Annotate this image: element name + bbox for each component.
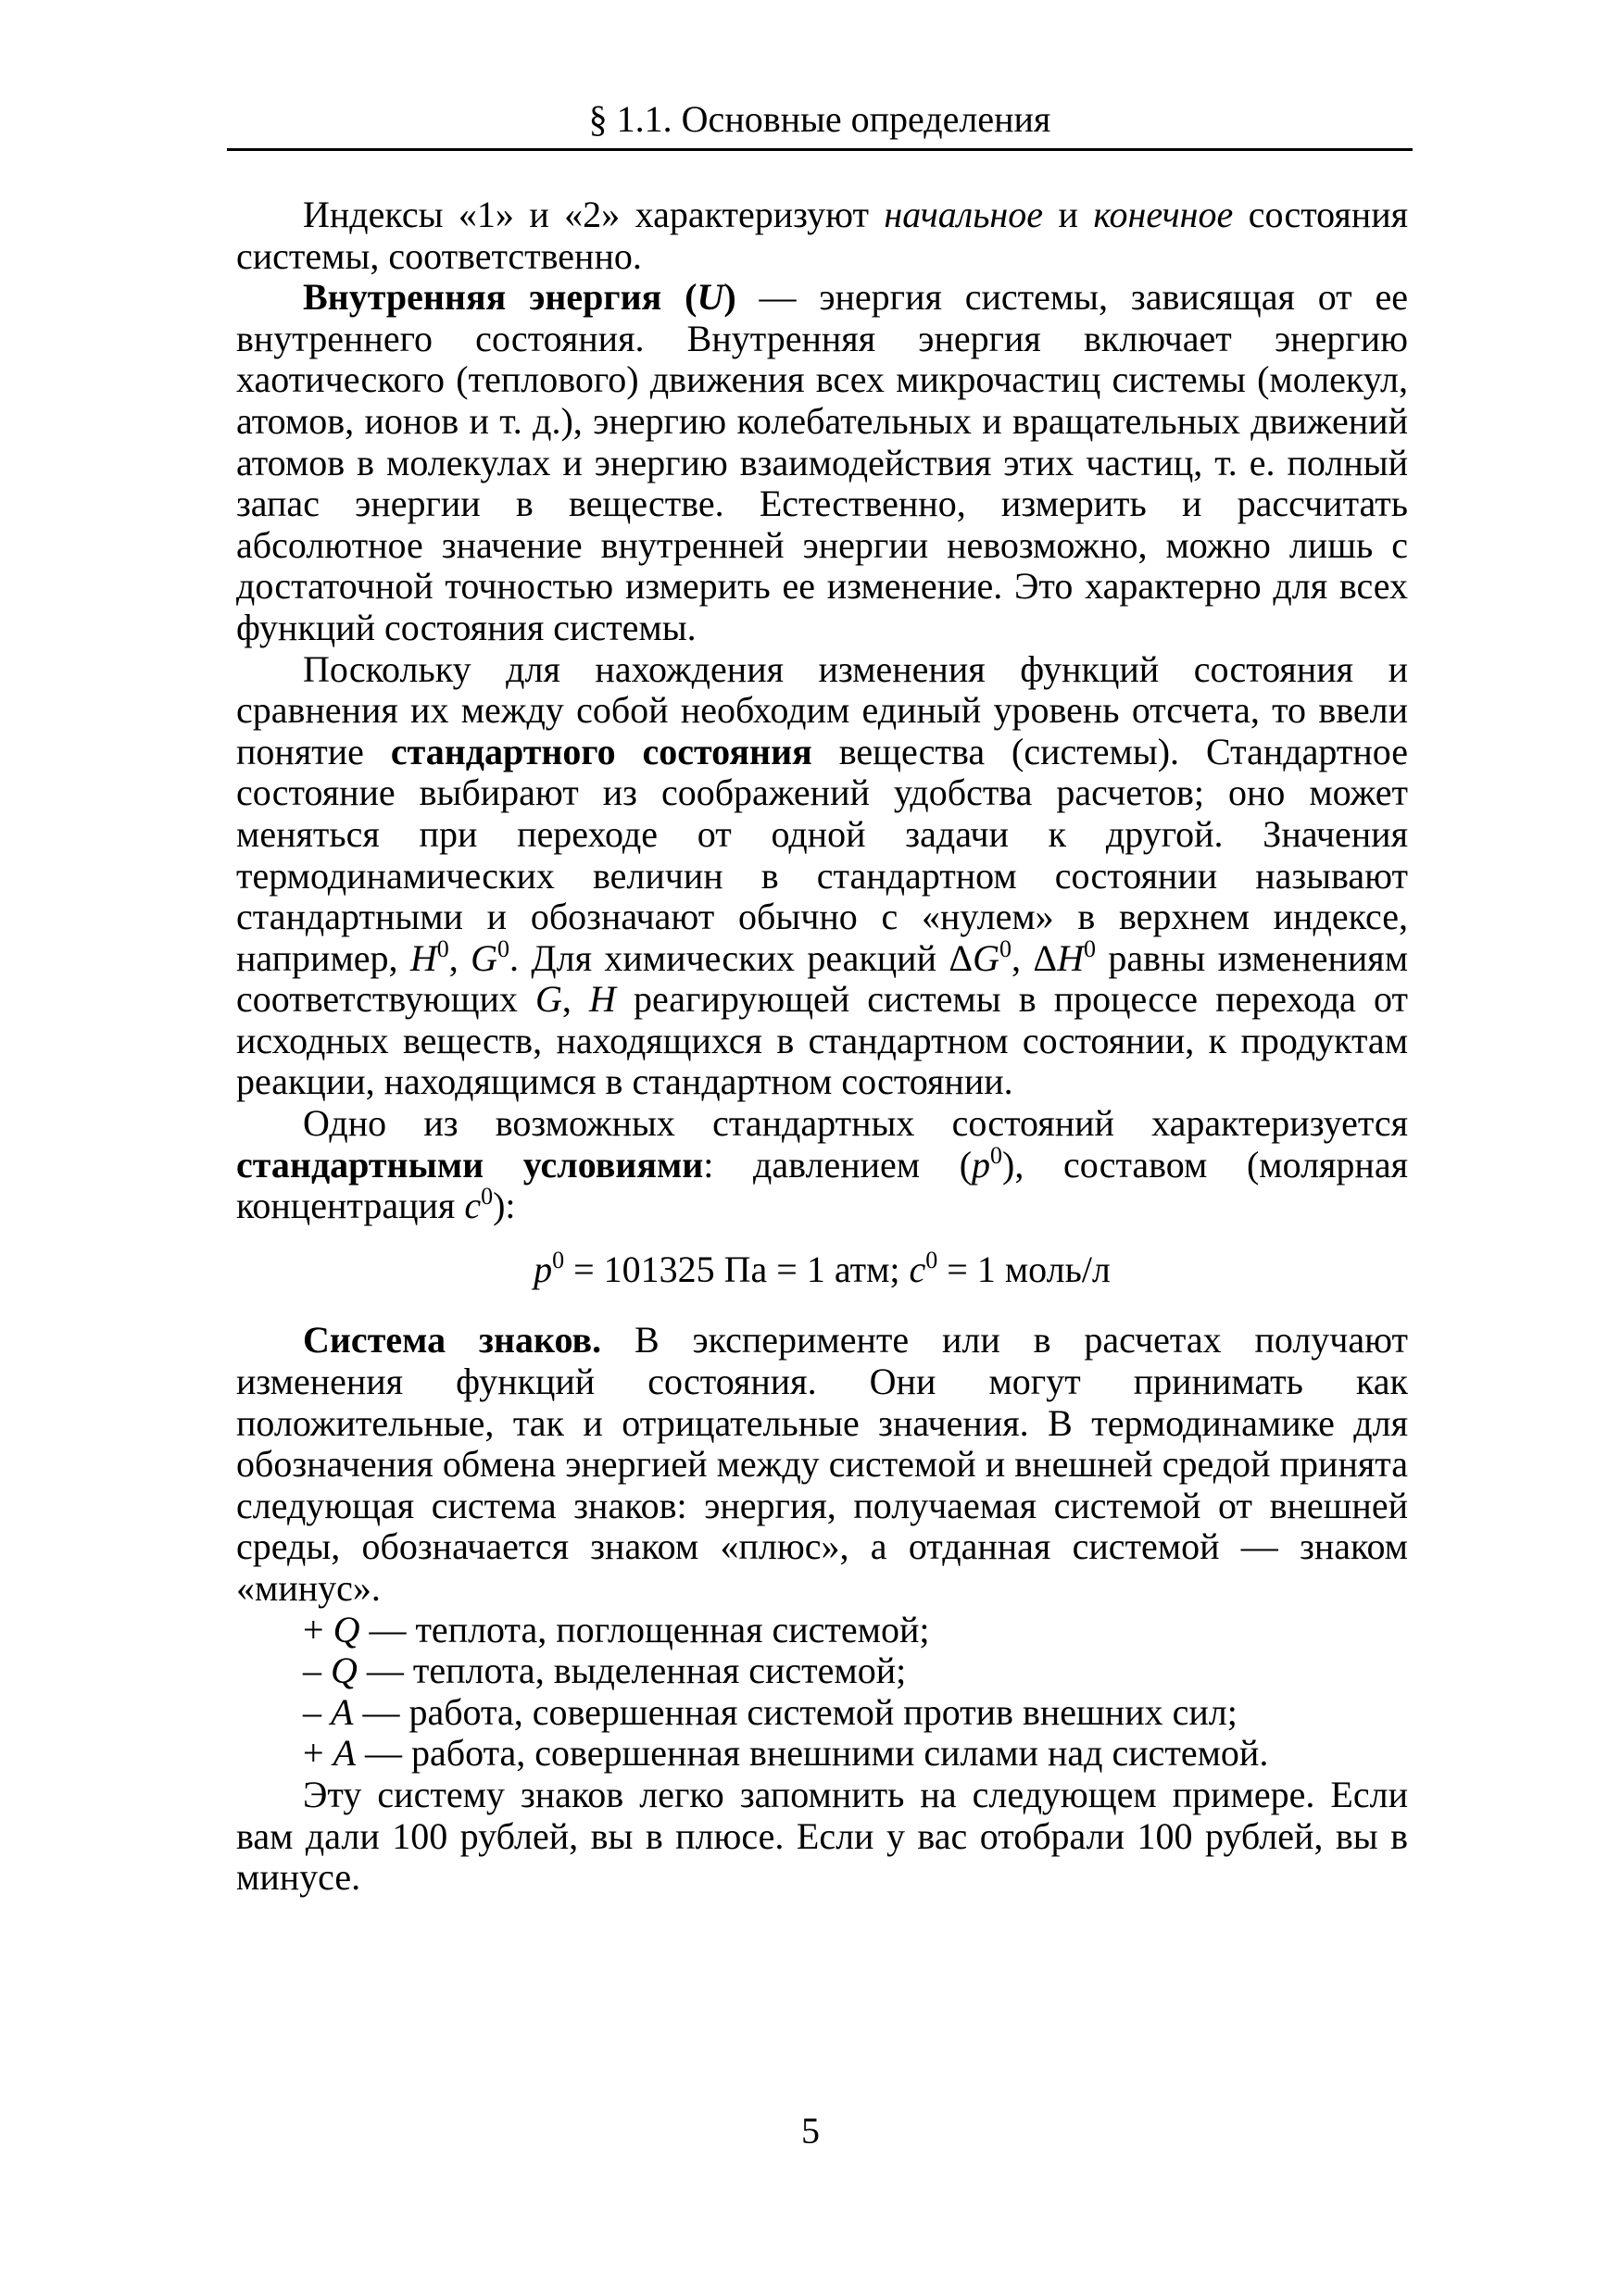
- list-item: [236, 1692, 1408, 1734]
- paragraph-indices: [236, 194, 1408, 277]
- text-run: и: [1043, 194, 1094, 235]
- symbol-g: G: [471, 936, 498, 979]
- text-run: ,: [448, 936, 471, 979]
- superscript: 0: [436, 935, 449, 962]
- superscript: 0: [990, 1141, 1003, 1169]
- text-run: Одно из возможных стандартных состояний характеризуется: [303, 1102, 1408, 1145]
- sign-plus: +: [303, 1732, 324, 1775]
- standard-conditions-formula: [236, 1246, 1408, 1291]
- text-run: , Δ: [1011, 936, 1058, 979]
- formula-text: = 1 моль/л: [937, 1248, 1111, 1290]
- symbol-h: H: [1057, 936, 1084, 979]
- term-standard-conditions: стандартными условиями: [236, 1143, 704, 1186]
- text-run: вещества (системы). Стандартное состояние выбирают из соображений удобства расчетов; оно может меняться при переходе от одной задачи к другой. Значения термодинамических величин в стандартном состоянии называют стандартными и обозначают обычно с «нулем» в верхнем индексе, например,: [236, 730, 1408, 979]
- superscript: 0: [925, 1246, 938, 1273]
- symbol-q: Q: [333, 1608, 360, 1650]
- text-run: ), составом (молярная концентрация: [236, 1143, 1408, 1227]
- emphasis-final: конечное: [1093, 194, 1234, 235]
- list-item-text: — теплота, выделенная системой;: [357, 1650, 907, 1692]
- list-item: [236, 1650, 1408, 1692]
- paragraph-internal-energy: [236, 277, 1408, 648]
- list-item-text: — работа, совершенная системой против внешних сил;: [353, 1690, 1238, 1733]
- text-run: ,: [561, 978, 590, 1021]
- formula-text: = 101325 Па = 1 атм;: [564, 1248, 910, 1290]
- symbol-c: c: [464, 1185, 482, 1227]
- superscript: 0: [481, 1183, 494, 1211]
- text-run: реагирующей системы в процессе перехода от исходных веществ, находящихся в стандартном состоянии, к продуктам реакции, находящимся в стандартном состоянии.: [236, 978, 1408, 1103]
- paragraph-example: [236, 1775, 1408, 1899]
- superscript: 0: [1083, 935, 1096, 962]
- symbol-p: p: [972, 1143, 991, 1186]
- text-run: состояния системы, соответственно.: [236, 194, 1408, 277]
- superscript: 0: [497, 935, 510, 962]
- sign-list: [236, 1610, 1408, 1775]
- superscript: 0: [999, 935, 1012, 962]
- symbol-h: H: [409, 936, 437, 979]
- header-rule: [227, 148, 1413, 151]
- text-run: : давлением (: [703, 1143, 973, 1186]
- emphasis-initial: начальное: [884, 194, 1044, 235]
- symbol-c: c: [909, 1248, 926, 1290]
- sign-minus: –: [303, 1690, 321, 1733]
- text-run: равны изменениям соответствующих: [236, 936, 1409, 1021]
- running-head: § 1.1. Основные определения: [588, 98, 1051, 140]
- body-text: [236, 194, 1408, 1899]
- term-internal-energy: Внутренняя энергия (: [303, 276, 697, 319]
- list-item-text: — работа, совершенная внешними силами над системой.: [356, 1732, 1269, 1775]
- term-close: ): [723, 276, 736, 319]
- symbol-a: A: [333, 1732, 356, 1775]
- text-run: В эксперименте или в расчетах получают изменения функций состояния. Они могут принимать как положительные, так и отрицательные значения. В термодинамике для обозначения обмена энергией между системой и внешней средой принята следующая система знаков: энергия, получаемая системой от внешней среды, обозначается знаком «плюс», а отданная системой — знаком «минус».: [236, 1319, 1408, 1609]
- text-run: Индексы «1» и «2» характеризуют: [303, 194, 885, 235]
- paragraph-standard-state: [236, 649, 1408, 1104]
- symbol-g: G: [535, 978, 562, 1021]
- symbol-p: p: [534, 1248, 553, 1290]
- list-item: [236, 1610, 1408, 1651]
- sign-minus: –: [303, 1650, 321, 1692]
- symbol-g: G: [973, 936, 999, 979]
- symbol-q: Q: [331, 1650, 358, 1692]
- term-sign-system: Система знаков.: [303, 1319, 602, 1361]
- superscript: 0: [552, 1246, 565, 1273]
- sign-plus: +: [303, 1608, 324, 1650]
- list-item-text: — теплота, поглощенная системой;: [359, 1608, 930, 1650]
- text-run: Эту систему знаков легко запомнить на следующем примере. Если вам дали 100 рублей, вы в плюсе. Если у вас отобрали 100 рублей, вы в минусе.: [236, 1773, 1408, 1899]
- paragraph-standard-conditions: [236, 1103, 1408, 1227]
- term-standard-state: стандартного состояния: [390, 730, 812, 772]
- text-run: — энергия системы, зависящая от ее внутреннего состояния. Внутренняя энергия включает энергию хаотического (теплового) движения всех микрочастиц системы (молекул, атомов, ионов и т. д.), энергию колебательных и вращательных движений атомов в молекулах и энергию взаимодействия этих частиц, т. е. полный запас энергии в веществе. Естественно, измерить и рассчитать абсолютное значение внутренней энергии невозможно, можно лишь с достаточной точностью измерить ее изменение. Это характерно для всех функций состояния системы.: [236, 276, 1408, 648]
- symbol-u: U: [697, 276, 724, 319]
- symbol-a: A: [331, 1690, 354, 1733]
- text-run: ):: [493, 1185, 516, 1227]
- page-number: 5: [801, 2110, 820, 2152]
- text-run: Поскольку для нахождения изменения функций состояния и сравнения их между собой необходим единый уровень отсчета, то ввели понятие: [236, 647, 1408, 772]
- symbol-h: H: [589, 978, 616, 1021]
- paragraph-sign-system: [236, 1320, 1408, 1609]
- list-item: [236, 1733, 1408, 1775]
- text-run: . Для химических реакций Δ: [509, 936, 974, 979]
